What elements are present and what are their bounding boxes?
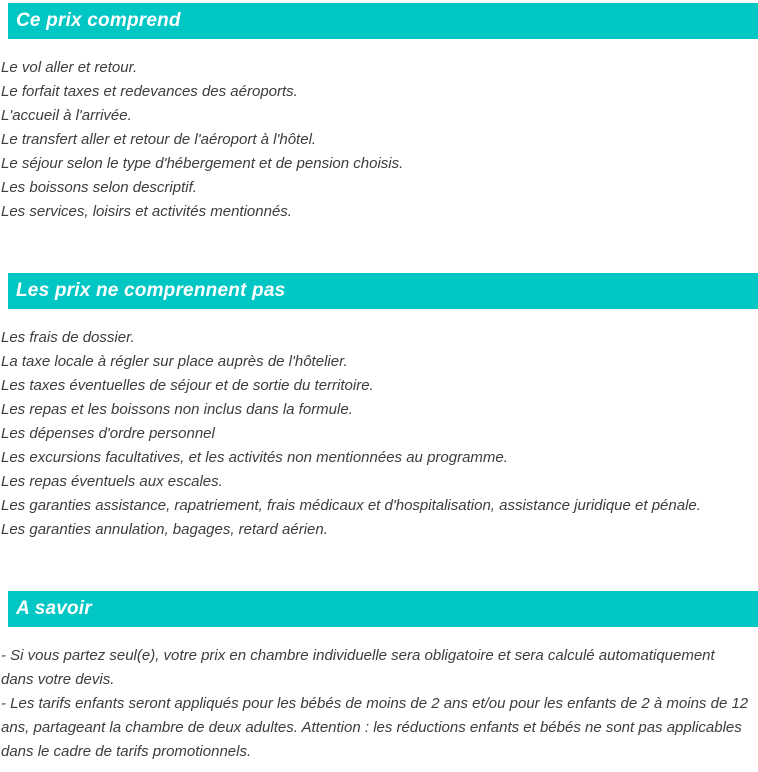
section-body xyxy=(0,309,758,591)
text-line: Les garanties annulation, bagages, retard aérien. xyxy=(1,521,328,538)
section-header-bar xyxy=(8,3,758,39)
section-header-bar xyxy=(8,273,758,309)
section-title: Les prix ne comprennent pas xyxy=(16,280,286,301)
text-line: La taxe locale à régler sur place auprès de l'hôtelier. xyxy=(1,353,348,370)
section-notes xyxy=(0,591,758,772)
text-line: Les taxes éventuelles de séjour et de sortie du territoire. xyxy=(1,377,374,394)
text-line: - Les tarifs enfants seront appliqués pour les bébés de moins de 2 ans et/ou pour les enfants de 2 à moins de 12 ans, partageant la chambre de deux adultes. Attention : les réductions enfants et bébés ne sont pas applicables dans le cadre de tarifs promotionnels. xyxy=(1,695,749,760)
text-line: Les services, loisirs et activités mentionnés. xyxy=(1,203,292,220)
price-details-page xyxy=(0,3,758,772)
section-title: A savoir xyxy=(16,598,92,619)
text-line: Les garanties assistance, rapatriement, frais médicaux et d'hospitalisation, assistance juridique et pénale. xyxy=(1,497,701,514)
text-line: Le séjour selon le type d'hébergement et de pension choisis. xyxy=(1,155,404,172)
section-price-excludes xyxy=(0,273,758,591)
section-title: Ce prix comprend xyxy=(16,10,181,31)
text-line: L'accueil à l'arrivée. xyxy=(1,107,132,124)
text-line: Les excursions facultatives, et les activités non mentionnées au programme. xyxy=(1,449,508,466)
text-line: Le transfert aller et retour de l'aéroport à l'hôtel. xyxy=(1,131,317,148)
text-line: - Si vous partez seul(e), votre prix en chambre individuelle sera obligatoire et sera calculé automatiquement dans votre devis. xyxy=(1,647,715,688)
text-line: Les frais de dossier. xyxy=(1,329,135,346)
text-line: Les boissons selon descriptif. xyxy=(1,179,197,196)
section-body xyxy=(0,39,758,273)
text-line: Les repas et les boissons non inclus dans la formule. xyxy=(1,401,353,418)
section-header-bar xyxy=(8,591,758,627)
text-line: Les repas éventuels aux escales. xyxy=(1,473,223,490)
text-line: Les dépenses d'ordre personnel xyxy=(1,425,215,442)
text-line: Le forfait taxes et redevances des aéroports. xyxy=(1,83,298,100)
section-price-includes xyxy=(0,3,758,273)
section-body xyxy=(0,627,758,772)
text-line: Le vol aller et retour. xyxy=(1,59,138,76)
